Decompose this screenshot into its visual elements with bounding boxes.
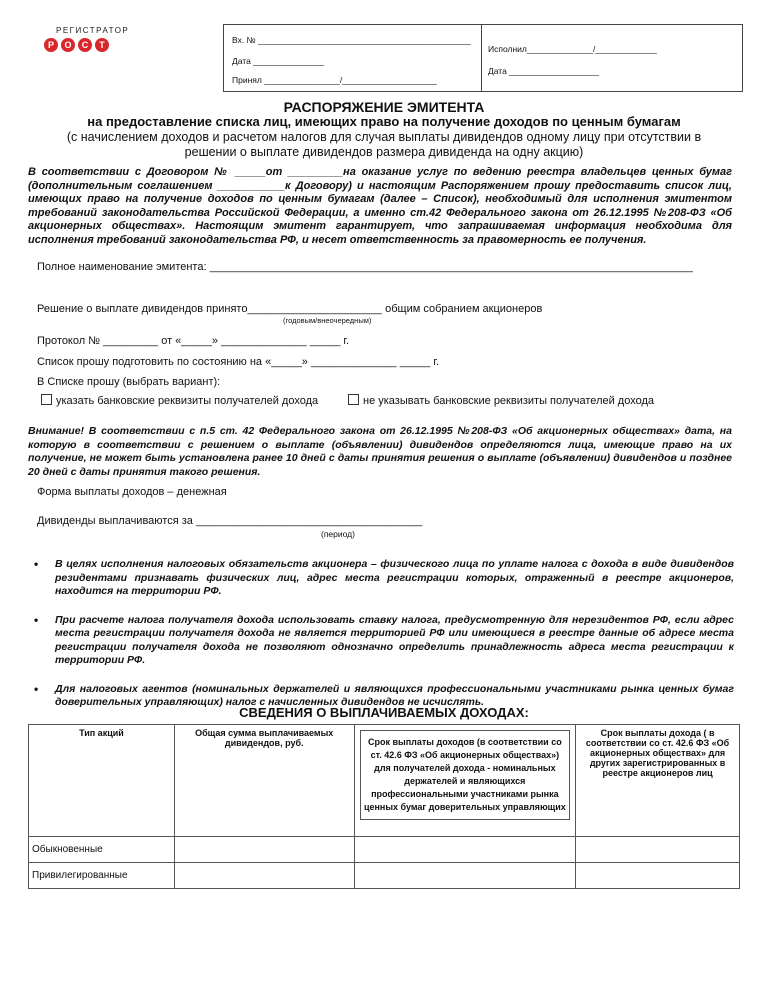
header-term-other: Срок выплаты дохода ( в соответствии со ст. 42.6 ФЗ «Об акционерных обществах» для других зарегистрированных в реестре акционеров лиц: [576, 725, 740, 837]
choose-variant-label: В Списке прошу (выбрать вариант):: [37, 376, 221, 388]
period-note: (период): [321, 529, 355, 539]
term-nominee-box: Срок выплаты доходов (в соответствии со ст. 42.6 ФЗ «Об акционерных обществах») для получателей дохода - номинальных держателей и являющихся профессиональными участниками рынка ценных бумаг доверительных управляющих: [360, 730, 571, 820]
executor-field[interactable]: Исполнил______________/_____________: [488, 44, 657, 54]
logo: [44, 38, 109, 52]
checkbox-bank-details[interactable]: [41, 394, 52, 405]
row-preferred-label: Привилегированные: [29, 863, 175, 889]
cell-preferred-term-other[interactable]: [576, 863, 740, 889]
decision-field[interactable]: Решение о выплате дивидендов принято______________________ общим собранием акционеров: [37, 303, 543, 315]
header-total-amount: Общая сумма выплачиваемых дивидендов, руб.: [174, 725, 354, 837]
conditions-list: [28, 558, 734, 725]
subtitle-note-1: (с начислением доходов и расчетом налогов для случая выплаты дивидендов одному лицу при отсутствии в: [66, 130, 702, 144]
row-ordinary-label: Обыкновенные: [29, 837, 175, 863]
registration-box: [223, 24, 743, 92]
cell-ordinary-amount[interactable]: [174, 837, 354, 863]
payment-form-text: Форма выплаты доходов – денежная: [37, 486, 227, 498]
protocol-field[interactable]: Протокол № _________ от «_____» ______________ _____ г.: [37, 335, 350, 347]
subtitle-note-2: решении о выплате дивидендов размера дивиденда на одну акцию): [184, 145, 584, 159]
checkbox-no-bank-details[interactable]: [348, 394, 359, 405]
intro-text: В соответствии с Договором № _____от _________на оказание услуг по ведению реестра владельцев ценных бумаг (дополнительным соглашением ___________к Договору) и настоящим Распоряжением прошу предоставить список лиц, имеющих право на получение доходов по ценным бумагам (далее – Список), необходимый для исполнения эмитентом требований законодательства Российской Федерации, а именно ст.42 Федерального закона от 26.12.1995 №208-ФЗ «Об акционерных обществах».: [28, 166, 732, 232]
document-title: РАСПОРЯЖЕНИЕ ЭМИТЕНТА: [283, 99, 485, 115]
section-title: СВЕДЕНИЯ О ВЫПЛАЧИВАЕМЫХ ДОХОДАХ:: [239, 705, 529, 720]
cell-preferred-amount[interactable]: [174, 863, 354, 889]
option-no-bank-details[interactable]: [348, 394, 654, 407]
logo-letter: С: [78, 38, 92, 52]
accepted-field[interactable]: Принял ________________/____________________: [232, 75, 437, 85]
issuer-name-field[interactable]: Полное наименование эмитента: _______________________________________________________________________________: [37, 261, 693, 273]
executor-date-field[interactable]: Дата ___________________: [488, 66, 600, 76]
header-term-nominee: [354, 725, 576, 837]
incoming-number-field[interactable]: Вх. № _____________________________________________: [232, 35, 471, 45]
list-item: • Для налоговых агентов (номинальных держателей и являющихся профессиональными участниками рынка ценных бумаг доверительных управляющих) налог с начисленных дивидендов не исчислять.: [28, 683, 734, 710]
intro-paragraph: [28, 166, 732, 247]
document-subtitle: на предоставление списка лиц, имеющих право на получение доходов по ценным бумагам: [87, 114, 681, 129]
guarantee-text: Настоящим эмитент гарантирует, что запрашиваемая информация необходима для исполнения требований законодательства РФ, и несет ответственность за правомерность ее получения.: [28, 220, 733, 246]
income-table: [28, 724, 740, 889]
cell-ordinary-term-nominee[interactable]: [354, 837, 576, 863]
option-no-bank-details-label: не указывать банковские реквизиты получателей дохода: [363, 395, 655, 407]
header-share-type: Тип акций: [29, 725, 175, 837]
list-date-field[interactable]: Список прошу подготовить по состоянию на «_____» ______________ _____ г.: [37, 356, 440, 368]
cell-preferred-term-nominee[interactable]: [354, 863, 576, 889]
logo-letter: Р: [44, 38, 58, 52]
logo-letter: О: [61, 38, 75, 52]
attention-paragraph: Внимание! В соответствии с п.5 ст. 42 Федерального закона от 26.12.1995 №208-ФЗ «Об акционерных обществах» дата, на которую в соответствии с решением о выплате (объявлении) дивидендов определяются лица, имеющие право на их получение, не может быть установлена ранее 10 дней с даты принятия решения о выплате (объявлении) дивидендов и позднее 20 дней с даты принятия такого решения.: [28, 425, 732, 478]
option-bank-details-label: указать банковские реквизиты получателей дохода: [56, 395, 319, 407]
option-bank-details[interactable]: [41, 394, 318, 407]
decision-note: (годовым/внеочередным): [283, 316, 372, 325]
period-field[interactable]: Дивиденды выплачиваются за _____________________________________: [37, 515, 423, 527]
logo-letter: Т: [95, 38, 109, 52]
logo-caption: РЕГИСТРАТОР: [56, 26, 130, 35]
cell-ordinary-term-other[interactable]: [576, 837, 740, 863]
list-item: • В целях исполнения налоговых обязательств акционера – физического лица по уплате налога с дохода в виде дивидендов резидентами признавать физических лиц, адрес места регистрации которых, отраженный в реестре акционеров, находится на территории РФ.: [28, 558, 734, 599]
date-field[interactable]: Дата _______________: [232, 56, 325, 66]
list-item: • При расчете налога получателя дохода использовать ставку налога, предусмотренную для нерезидентов РФ, если адрес места регистрации получателя дохода не является территорией РФ или имеющиеся в реестре данные об адресе места регистрации получателя дохода не позволяют однозначно определить принадлежность адреса места регистрации к территории РФ.: [28, 614, 734, 668]
